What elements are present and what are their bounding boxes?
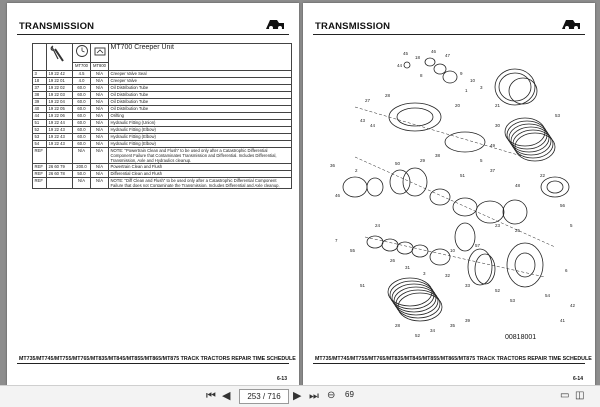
callout-number: 45 <box>403 51 409 56</box>
mt700-time-cell: N/A <box>73 178 91 189</box>
header-rule <box>313 34 585 35</box>
mt800-time-cell: N/A <box>91 127 109 134</box>
callout-number: 46 <box>335 193 341 198</box>
ref-cell: 53 <box>33 134 47 141</box>
page-footer: MT735/MT745/MT755/MT765/MT835/MT845/MT855/MT865/MT875 TRACK TRACTORS REPAIR TIME SCHEDULE <box>315 356 592 362</box>
mt800-time-cell: N/A <box>91 120 109 127</box>
mt800-time-cell: N/A <box>91 71 109 78</box>
part-number-cell: 19 22 43 <box>47 134 73 141</box>
mt700-time-cell: 60.0 <box>73 92 91 99</box>
brand-logo <box>561 18 581 30</box>
description-cell: Hydraulic Fitting (Elbow) <box>109 127 292 134</box>
mt800-time-cell: N/A <box>91 106 109 113</box>
page-number-input[interactable]: 253 / 716 <box>239 389 289 404</box>
callout-number: 41 <box>560 318 566 323</box>
page-header: TRANSMISSION <box>315 21 391 32</box>
single-page-view-icon[interactable]: ▭ <box>560 390 570 401</box>
table-row <box>33 78 292 85</box>
ref-cell: 18 <box>33 78 47 85</box>
callout-number: 28 <box>395 323 401 328</box>
mt700-time-cell: 4.5 <box>73 71 91 78</box>
clock-cell <box>73 44 91 63</box>
table-row <box>33 127 292 134</box>
ref-cell: 3 <box>33 71 47 78</box>
description-cell: Differential Clean and Flush <box>109 171 292 178</box>
callout-number: 29 <box>420 158 426 163</box>
table-row <box>33 171 292 178</box>
callout-number: 52 <box>495 288 501 293</box>
part-number-cell: 26 60 79 <box>47 164 73 171</box>
mt700-time-cell: 60.0 <box>73 120 91 127</box>
page-number: 6-13 <box>276 376 287 382</box>
part-number-cell: 19 22 44 <box>47 120 73 127</box>
callout-number: 34 <box>430 328 436 333</box>
mt700-time-cell: 200.0 <box>73 164 91 171</box>
ref-cell: 40 <box>33 106 47 113</box>
two-page-view-icon[interactable]: ◫ <box>575 390 585 401</box>
mt800-time-cell: N/A <box>91 78 109 85</box>
next-page-button[interactable]: ▶ <box>293 390 302 402</box>
wrench-icon <box>49 44 69 66</box>
ref-cell: 44 <box>33 113 47 120</box>
right-page <box>303 3 595 386</box>
callout-number: 49 <box>490 143 496 148</box>
table-row <box>33 178 292 189</box>
figure-id: 00818001 <box>505 334 537 341</box>
mt700-time-cell: 60.0 <box>73 113 91 120</box>
description-cell: NOTE: "Powertrain Clean and Flush" to be used only after a Catastrophic Differential Component Failure that Contaminates Transmission and Differential. Includes Differential, Transmission, Axle and Hydraulics cleanup. <box>109 148 292 164</box>
callout-number: 55 <box>350 248 356 253</box>
callout-number: 31 <box>405 265 411 270</box>
callout-number: 57 <box>475 243 481 248</box>
part-number-cell: 19 22 43 <box>47 127 73 134</box>
page-footer: MT735/MT745/MT755/MT765/MT835/MT845/MT855/MT865/MT875 TRACK TRACTORS REPAIR TIME SCHEDULE <box>19 356 296 362</box>
mt700-time-cell: 60.0 <box>73 141 91 148</box>
callout-number: 21 <box>495 103 501 108</box>
mt800-time-cell: N/A <box>91 148 109 164</box>
mt700-time-cell: 50.0 <box>73 171 91 178</box>
description-cell: Hydraulic Fitting (Elbow) <box>109 134 292 141</box>
exploded-parts-diagram <box>315 47 583 349</box>
callout-number: 5 <box>570 223 573 228</box>
part-number-cell: 19 22 06 <box>47 113 73 120</box>
callout-number: 37 <box>490 168 496 173</box>
callout-number: 52 <box>415 333 421 338</box>
description-cell: Oil Distribution Tube <box>109 99 292 106</box>
part-number-cell <box>47 178 73 189</box>
part-number-cell: 19 22 05 <box>47 106 73 113</box>
table-row <box>33 141 292 148</box>
parts-body <box>33 71 292 189</box>
mt800-time-cell: N/A <box>91 171 109 178</box>
corner-cell <box>33 44 47 71</box>
ref-cell: 52 <box>33 127 47 134</box>
description-cell: Creeper Valve <box>109 78 292 85</box>
ref-cell: 54 <box>33 141 47 148</box>
callout-number: 24 <box>375 223 381 228</box>
col-mt700: MT700 <box>73 62 91 70</box>
viewer-toolbar <box>0 385 600 407</box>
callout-number: 46 <box>431 49 437 54</box>
mt700-time-cell: N/A <box>73 148 91 164</box>
callout-number: 48 <box>515 183 521 188</box>
description-cell: Powertrain Clean and Flush <box>109 164 292 171</box>
callout-number: 3 <box>480 85 483 90</box>
ref-cell: REF <box>33 178 47 189</box>
part-number-cell: 19 22 42 <box>47 71 73 78</box>
mt700-time-cell: 60.0 <box>73 134 91 141</box>
part-number-cell: 19 22 01 <box>47 78 73 85</box>
part-number-cell: 19 22 04 <box>47 99 73 106</box>
last-page-button[interactable]: ⏭ <box>309 390 319 402</box>
callout-number: 7 <box>335 238 338 243</box>
callout-number: 42 <box>570 303 576 308</box>
callout-number: 33 <box>465 283 471 288</box>
callout-number: 32 <box>445 273 451 278</box>
callout-number: 5 <box>480 158 483 163</box>
zoom-out-icon[interactable]: ⊖ <box>327 390 336 401</box>
part-number-cell: 19 22 43 <box>47 141 73 148</box>
mt700-time-cell: 60.0 <box>73 106 91 113</box>
table-row <box>33 120 292 127</box>
callout-number: 27 <box>365 98 371 103</box>
part-number-cell: 26 60 78 <box>47 171 73 178</box>
ref-cell: REF <box>33 171 47 178</box>
table-row <box>33 99 292 106</box>
description-cell: Hydraulic Fitting (Elbow) <box>109 141 292 148</box>
brand-logo <box>265 18 285 30</box>
callout-number: 51 <box>360 283 366 288</box>
part-number-cell: 19 22 03 <box>47 92 73 99</box>
col-mt800: MT800 <box>91 62 109 70</box>
callout-number: 43 <box>360 118 366 123</box>
table-row <box>33 134 292 141</box>
callout-number: 51 <box>460 173 466 178</box>
header-rule <box>17 34 289 35</box>
description-cell: Oil Distribution Tube <box>109 92 292 99</box>
mt800-time-cell: N/A <box>91 113 109 120</box>
mt800-time-cell: N/A <box>91 141 109 148</box>
ref-cell: 39 <box>33 99 47 106</box>
mt800-time-cell: N/A <box>91 99 109 106</box>
table-row <box>33 148 292 164</box>
unit-title-cell <box>109 44 292 71</box>
callout-number: 54 <box>545 293 551 298</box>
callout-number: 3 <box>423 271 426 276</box>
callout-number: 36 <box>330 163 336 168</box>
callout-number: 39 <box>465 318 471 323</box>
callout-number: 23 <box>495 223 501 228</box>
first-page-button[interactable]: ⏮ <box>206 390 216 402</box>
description-cell: NOTE: "Diff Clean and Flush" to be used only after a Catastrophic Differential Component Failure that does not Contaminate the Transmission. Includes Differential and Axle cleanup. <box>109 178 292 189</box>
left-page <box>7 3 299 386</box>
callout-number: 8 <box>420 73 423 78</box>
part-number-cell <box>47 148 73 164</box>
mt800-time-cell: N/A <box>91 92 109 99</box>
unit-title: MT700 Creeper Unit <box>110 44 174 51</box>
callout-number: 53 <box>555 113 561 118</box>
table-row <box>33 164 292 171</box>
wrench-cell <box>47 44 73 71</box>
callout-number: 10 <box>450 248 456 253</box>
ref-cell: REF <box>33 148 47 164</box>
callout-number: 28 <box>385 93 391 98</box>
description-cell: Orifting <box>109 113 292 120</box>
meter-cell <box>91 44 109 63</box>
mt800-time-cell: N/A <box>91 164 109 171</box>
callout-number: 25 <box>515 228 521 233</box>
clock-icon <box>75 44 89 58</box>
description-cell: Hydraulic Fitting (Union) <box>109 120 292 127</box>
callout-number: 53 <box>510 298 516 303</box>
callout-number: 56 <box>560 203 566 208</box>
callout-number: 6 <box>565 268 568 273</box>
table-row <box>33 106 292 113</box>
callout-number: 20 <box>455 103 461 108</box>
part-number-cell: 19 22 02 <box>47 85 73 92</box>
callout-number: 44 <box>397 63 403 68</box>
callout-number: 10 <box>470 78 476 83</box>
footer-rule <box>17 363 289 364</box>
callout-number: 35 <box>450 323 456 328</box>
ref-cell: 37 <box>33 85 47 92</box>
ref-cell: 38 <box>33 92 47 99</box>
mt800-time-cell: N/A <box>91 134 109 141</box>
mt800-time-cell: N/A <box>91 85 109 92</box>
callout-number: 44 <box>370 123 376 128</box>
callout-number: 1 <box>465 88 468 93</box>
description-cell: Creeper Valve Seal <box>109 71 292 78</box>
callout-number: 2 <box>355 168 358 173</box>
parts-table <box>32 43 292 189</box>
zoom-level[interactable]: 69 <box>345 390 354 399</box>
mt700-time-cell: 60.0 <box>73 127 91 134</box>
ref-cell: 51 <box>33 120 47 127</box>
mt700-time-cell: 60.0 <box>73 85 91 92</box>
callout-number: 26 <box>390 258 396 263</box>
callout-number: 50 <box>395 161 401 166</box>
page-number: 6-14 <box>572 376 583 382</box>
page-header: TRANSMISSION <box>19 21 95 32</box>
description-cell: Oil Distribution Tube <box>109 106 292 113</box>
mt800-time-cell: N/A <box>91 178 109 189</box>
callout-number: 47 <box>445 53 451 58</box>
table-row <box>33 85 292 92</box>
mt700-time-cell: 60.0 <box>73 99 91 106</box>
previous-page-button[interactable]: ◀ <box>222 390 231 402</box>
mt700-time-cell: 4.0 <box>73 78 91 85</box>
description-cell: Oil Distribution Tube <box>109 85 292 92</box>
callout-number: 9 <box>460 71 463 76</box>
callout-number: 22 <box>540 173 546 178</box>
table-header-row <box>33 44 292 63</box>
ref-cell: REF <box>33 164 47 171</box>
table-row <box>33 92 292 99</box>
table-row <box>33 113 292 120</box>
footer-rule <box>313 363 585 364</box>
callout-number: 38 <box>435 153 441 158</box>
callout-number: 18 <box>415 55 421 60</box>
callout-number: 30 <box>495 123 501 128</box>
meter-icon <box>93 44 107 58</box>
table-row <box>33 71 292 78</box>
